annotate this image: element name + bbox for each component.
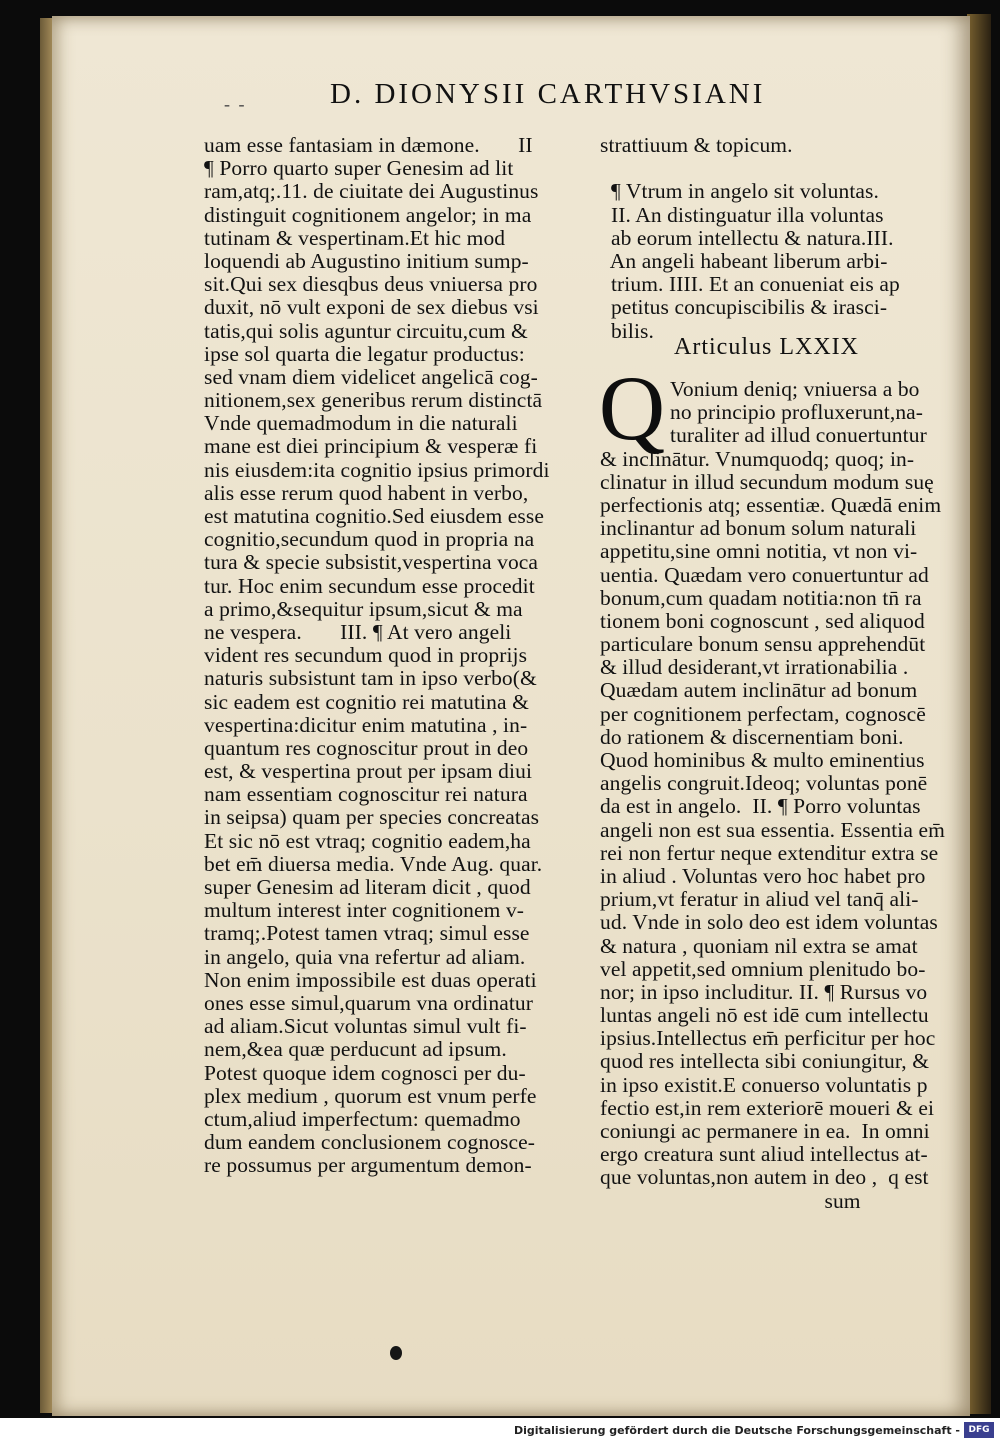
text-line: & natura , quoniam nil extra se amat: [600, 933, 918, 958]
text-line: plex medium , quorum est vnum perfe: [204, 1083, 537, 1108]
text-line: ¶ Porro quarto super Genesim ad lit: [204, 156, 514, 181]
text-line: in aliud . Voluntas vero hoc habet pro: [600, 863, 926, 888]
text-line: uentia. Quædam vero conuertuntur ad: [600, 562, 929, 587]
text-line: [600, 157, 900, 180]
text-line: bonum,cum quadam notitia:non tn̄ ra: [600, 585, 922, 610]
text-line: in angelo, quia vna refertur ad aliam.: [204, 944, 526, 969]
footer-credit: Digitalisierung gefördert durch die Deutsche Forschungsgemeinschaft -: [513, 1424, 960, 1437]
dfg-logo: DFG: [964, 1422, 994, 1438]
text-line: petitus concupiscibilis & irasci-: [600, 295, 888, 320]
text-line: tatis,qui solis aguntur circuitu,cum &: [204, 318, 528, 343]
text-line: ab eorum intellectu & natura.III.: [600, 225, 894, 250]
text-line: naturis subsistunt tam in ipso verbo(&: [204, 666, 537, 691]
text-line: do rationem & discernentiam boni.: [600, 724, 904, 749]
text-line: angeli non est sua essentia. Essentia em̄: [600, 817, 945, 842]
text-line: appetitu,sine omni notitia, vt non vi-: [600, 539, 918, 564]
running-head-title: D. DIONYSII CARTHVSIANI: [330, 78, 766, 110]
digitization-footer: [0, 1418, 1000, 1444]
text-line: que voluntas,non autem in deo , q est: [600, 1165, 929, 1190]
text-line: trium. IIII. Et an conueniat eis ap: [600, 272, 900, 297]
text-line: nor; in ipso includitur. II. ¶ Rursus vo: [600, 979, 928, 1004]
text-line: sed vnam diem videlicet angelicā cog-: [204, 364, 538, 389]
text-line: dum eandem conclusionem cognosce-: [204, 1130, 536, 1155]
right-text-column-body: [600, 378, 945, 1213]
right-text-column-summary: [600, 134, 900, 343]
text-line: duxit, nō vult exponi de sex diebus vsi: [204, 295, 539, 320]
text-line: strattiuum & topicum.: [600, 133, 793, 157]
text-line: ram,atq;.11. de ciuitate dei Augustinus: [204, 179, 539, 204]
text-line: prium,vt feratur in aliud vel tanq̄ ali-: [600, 887, 919, 912]
text-line: & illud desiderant,vt irrationabilia .: [600, 655, 909, 680]
text-line: inclinantur ad bonum solum naturali: [600, 516, 917, 541]
text-line: sit.Qui sex diesqbus deus vniuersa pro: [204, 272, 538, 297]
text-line: tutinam & vespertinam.Et hic mod: [204, 225, 506, 250]
text-line: a primo,&sequitur ipsum,sicut & ma: [204, 596, 523, 621]
text-line: tramq;.Potest tamen vtraq; simul esse: [204, 921, 530, 946]
text-line: perfectionis atq; essentiæ. Quædā enim: [600, 492, 942, 517]
text-line: vident res secundum quod in proprijs: [204, 643, 528, 668]
drop-capital: Q: [598, 357, 666, 459]
text-line: turaliter ad illud conuertuntur: [670, 423, 927, 448]
text-line: bet em̄ diuersa media. Vnde Aug. quar.: [204, 851, 543, 876]
page-fore-edge: [967, 14, 991, 1414]
book-page: [52, 16, 970, 1416]
text-line: II. An distinguatur illa voluntas: [600, 202, 884, 227]
text-line: Et sic nō est vtraq; cognitio eadem,ha: [204, 828, 531, 853]
text-line: quod res intellecta sibi coniungitur, &: [600, 1049, 930, 1074]
text-line: rei non fertur neque extenditur extra se: [600, 840, 939, 865]
text-line: in ipso existit.E conuerso voluntatis p: [600, 1072, 928, 1097]
text-line: mane est diei principium & vesperæ fi: [204, 434, 538, 459]
text-line: in seipsa) quam per species concreatas: [204, 805, 540, 830]
text-line: coniungi ac permanere in ea. In omni: [600, 1119, 930, 1143]
left-text-column: [204, 134, 550, 1177]
text-line: quantum res cognoscitur prout in deo: [204, 735, 529, 760]
text-line: per cognitionem perfectam, cognoscē: [600, 701, 926, 726]
text-line: vel appetit,sed omnium plenitudo bo-: [600, 956, 926, 981]
text-line: nem,&ea quæ perducunt ad ipsum.: [204, 1037, 507, 1062]
text-line: fectio est,in rem exteriorē moueri & ei: [600, 1095, 935, 1120]
text-line: ctum,aliud imperfectum: quemadmo: [204, 1106, 521, 1131]
text-line: Vnde quemadmodum in die naturali: [204, 411, 518, 436]
text-line: Non enim impossibile est duas operati: [204, 967, 537, 992]
text-line: bilis.: [600, 318, 654, 343]
text-line: est matutina cognitio.Sed eiusdem esse: [204, 504, 544, 528]
text-line: ipse sol quarta die legatur productus:: [204, 341, 525, 366]
text-line: tur. Hoc enim secundum esse procedit: [204, 573, 535, 598]
text-line: ones esse simul,quarum vna ordinatur: [204, 990, 534, 1015]
text-line: re possumus per argumentum demon-: [204, 1153, 532, 1178]
running-head-mark: - -: [224, 94, 247, 114]
text-line: sum: [600, 1188, 861, 1213]
text-line: An angeli habeant liberum arbi-: [600, 248, 888, 273]
text-line: alis esse rerum quod habent in verbo,: [204, 480, 529, 505]
text-line: particulare bonum sensu apprehendūt: [600, 632, 926, 657]
text-line: Quædam autem inclinātur ad bonum: [600, 678, 918, 703]
text-line: Vonium deniq; vniuersa a bo: [670, 377, 920, 401]
text-line: est, & vespertina prout per ipsam diui: [204, 759, 533, 784]
ink-dot-ornament: [390, 1346, 402, 1360]
text-line: tura & specie subsistit,vespertina voca: [204, 550, 539, 575]
text-line: nis eiusdem:ita cognitio ipsius primordi: [204, 457, 550, 482]
text-line: cognitio,secundum quod in propria na: [204, 527, 535, 552]
text-line: uam esse fantasiam in dæmone. II: [204, 133, 533, 157]
text-line: ud. Vnde in solo deo est idem voluntas: [600, 910, 938, 935]
article-heading: Articulus LXXIX: [674, 334, 859, 360]
text-line: Quod hominibus & multo eminentius: [600, 748, 925, 772]
text-line: vespertina:dicitur enim matutina , in-: [204, 712, 528, 737]
text-line: nam essentiam cognoscitur rei natura: [204, 782, 528, 807]
text-line: super Genesim ad literam dicit , quod: [204, 875, 531, 899]
text-line: Potest quoque idem cognosci per du-: [204, 1060, 526, 1085]
text-line: clinatur in illud secundum modum suę: [600, 469, 934, 494]
text-line: loquendi ab Augustino initium sump-: [204, 248, 529, 273]
text-line: no principio profluxerunt,na-: [670, 400, 924, 425]
text-line: ergo creatura sunt aliud intellectus at-: [600, 1142, 928, 1167]
text-line: da est in angelo. II. ¶ Porro voluntas: [600, 794, 921, 819]
text-line: tionem boni cognoscunt , sed aliquod: [600, 608, 925, 633]
text-line: multum interest inter cognitionem v-: [204, 898, 525, 923]
text-line: luntas angeli nō est idē cum intellectu: [600, 1003, 929, 1028]
text-line: ad aliam.Sicut voluntas simul vult fi-: [204, 1014, 527, 1039]
text-line: ne vespera. III. ¶ At vero angeli: [204, 619, 512, 644]
text-line: distinguit cognitionem angelor; in ma: [204, 202, 532, 227]
text-line: angelis congruit.Ideoq; voluntas ponē: [600, 771, 928, 796]
text-line: sic eadem est cognitio rei matutina &: [204, 689, 529, 714]
text-line: & inclinātur. Vnumquodq; quoq; in-: [600, 446, 915, 471]
text-line: ¶ Vtrum in angelo sit voluntas.: [600, 179, 879, 204]
text-line: nitionem,sex generibus rerum distinctā: [204, 388, 543, 413]
text-line: ipsius.Intellectus em̄ perficitur per hoc: [600, 1026, 936, 1051]
